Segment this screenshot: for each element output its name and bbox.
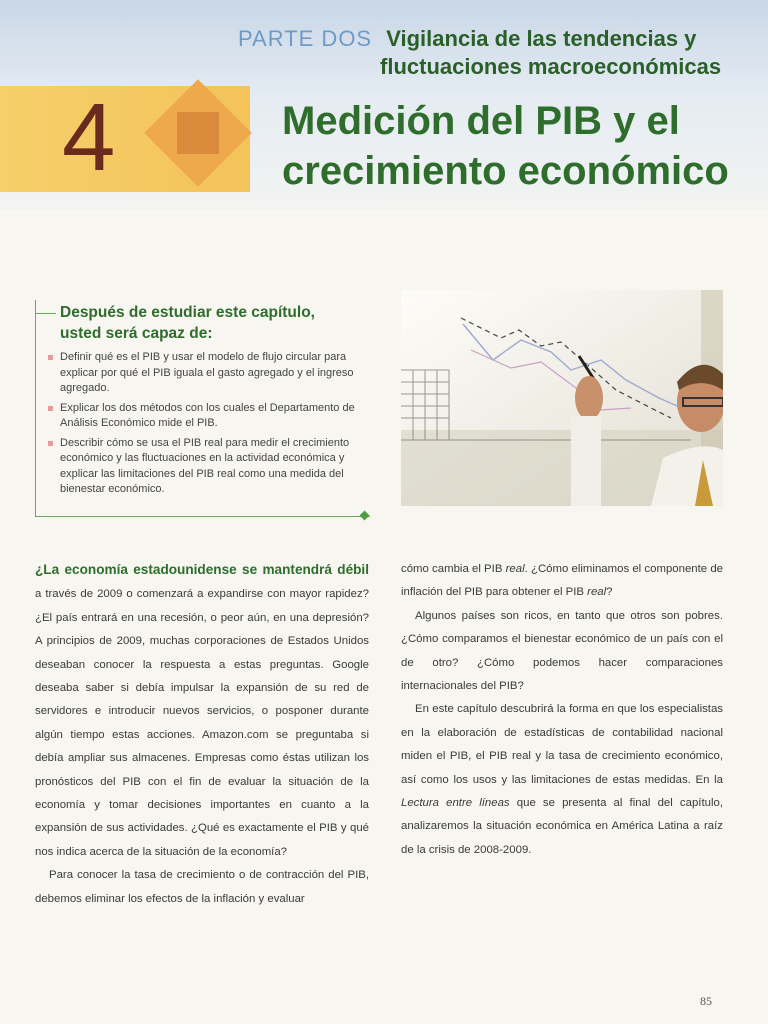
learning-objectives-box — [35, 300, 370, 517]
diamond-ornament-inner — [177, 112, 219, 154]
body-column-left — [35, 558, 369, 911]
text-run: cómo cambia el PIB — [401, 563, 506, 575]
paragraph-2: Para conocer la tasa de crecimiento o de contracción del PIB, debemos eliminar los efectos de la inflación y evaluar — [35, 869, 369, 905]
part-title-line2: fluctuaciones macroeconómicas — [380, 54, 722, 79]
text-run: que se presenta al final del capítulo, analizaremos la situación económica en América Latina a raíz de la crisis de 2008-2009. — [401, 797, 723, 856]
chapter-title-line2: crecimiento económico — [282, 149, 729, 193]
objectives-list — [48, 350, 366, 502]
paragraph-4: Algunos países son ricos, en tanto que otros son pobres. ¿Cómo comparamos el bienestar económico de un país con el de otro? ¿Cómo podemos hacer comparaciones internacionales del PIB? — [401, 609, 723, 693]
objectives-heading-line1: Después de estudiar este capítulo, — [60, 304, 315, 321]
paragraph-5 — [401, 698, 723, 862]
body-column-right — [401, 558, 723, 862]
lead-heading: ¿La economía estadounidense se mantendrá débil — [35, 562, 369, 577]
photo-illustration — [401, 290, 723, 506]
objectives-heading — [60, 302, 360, 344]
text-run: En este capítulo descubrirá la forma en que los especialistas en la elaboración de estadísticas de contabilidad nacional miden el PIB, el PIB real y la tasa de crecimiento económico, así como los usos y las limitaciones de estas medidas. En la — [401, 703, 723, 786]
chapter-title-line1: Medición del PIB y el — [282, 99, 680, 143]
chapter-number: 4 — [62, 84, 116, 191]
chapter-title — [282, 96, 752, 196]
objectives-heading-line2: usted será capaz de: — [60, 325, 213, 342]
objective-item: Describir cómo se usa el PIB real para medir el crecimiento económico y las fluctuaciones en la actividad económica y explicar las limitaciones del PIB real como una medida del bienestar económico. — [48, 436, 366, 498]
objective-item: Explicar los dos métodos con los cuales el Departamento de Análisis Económico mide el PIB. — [48, 401, 366, 432]
text-run: ? — [606, 586, 613, 599]
emphasis-real: real — [505, 563, 525, 575]
emphasis-real: real — [587, 586, 607, 599]
emphasis-lectura: Lectura entre líneas — [401, 797, 510, 810]
part-heading — [238, 26, 738, 52]
page-number: 85 — [700, 994, 712, 1008]
part-label: PARTE DOS — [238, 26, 373, 51]
photo-man-drawing-chart — [401, 290, 723, 506]
objective-item: Definir qué es el PIB y usar el modelo de flujo circular para explicar por qué el PIB iguala el gasto agregado y el ingreso agregado. — [48, 350, 366, 397]
part-title-line1: Vigilancia de las tendencias y — [386, 26, 697, 51]
text-run: . ¿Cómo eliminamos el componente de inflación del PIB para obtener el PIB — [401, 563, 723, 599]
paragraph-3 — [401, 558, 723, 605]
paragraph-1: a través de 2009 o comenzará a expandirse con mayor rapidez? ¿El país entrará en una recesión, o peor aún, en una depresión? A principios de 2009, muchas corporaciones de Estados Unidos deseaban conocer la respuesta a estas preguntas. Google deseaba saber si debía impulsar la expansión de su red de servidores e introducir nuevos servicios, o posponer durante algún tiempo estas acciones. Amazon.com se preguntaba si debía ampliar sus almacenes. Empresas como éstas utilizan los pronósticos del PIB con el fin de evaluar la situación de la economía y tomar decisiones importantes en cuanto a la expansión de sus actividades. ¿Qué es exactamente el PIB y qué nos indica acerca de la situación de la economía? — [35, 588, 369, 858]
